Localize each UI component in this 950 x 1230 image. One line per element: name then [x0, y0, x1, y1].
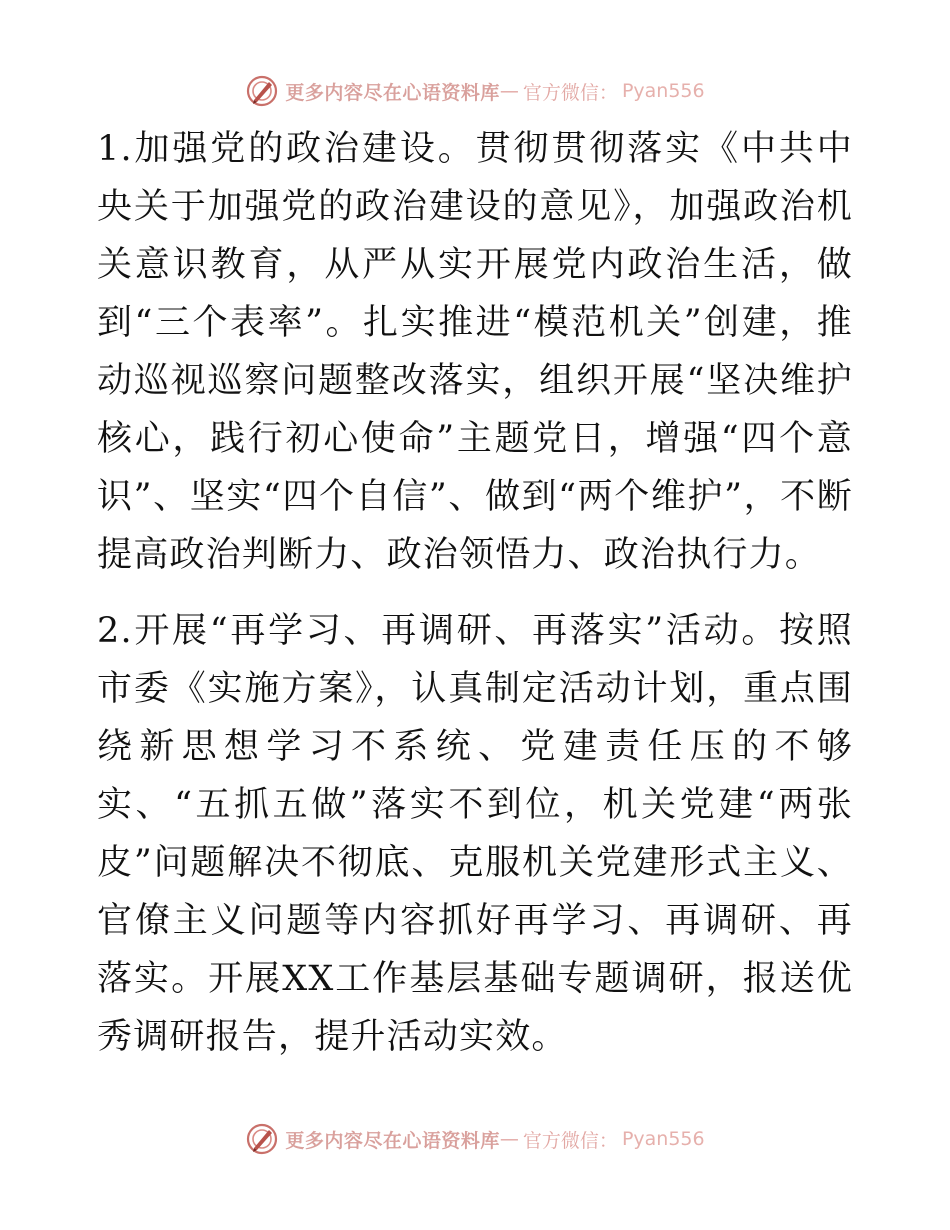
watermark-dash: — [499, 80, 519, 102]
document-body [97, 120, 853, 1066]
watermark-main-text: 更多内容尽在心语资料库 [285, 1129, 500, 1152]
footer-watermark [0, 1122, 950, 1156]
pen-logo-icon [245, 74, 279, 108]
watermark-dash: — [499, 1128, 519, 1150]
header-watermark [0, 74, 950, 108]
watermark-wechat-id: Pyan556 [621, 1128, 705, 1150]
pen-logo-icon [245, 1122, 279, 1156]
watermark-label: 官方微信： [522, 1129, 618, 1152]
paragraph-1: 1.加强党的政治建设。贯彻贯彻落实《中共中央关于加强党的政治建设的意见》，加强政治机关意识教育，从严从实开展党内政治生活，做到“三个表率”。扎实推进“模范机关”创建，推动巡视巡察问题整改落实，组织开展“坚决维护核心，践行初心使命”主题党日，增强“四个意识”、坚实“四个自信”、做到“两个维护”，不断提高政治判断力、政治领悟力、政治执行力。 [97, 129, 853, 575]
watermark-wechat-id: Pyan556 [621, 80, 705, 102]
watermark-main-text: 更多内容尽在心语资料库 [285, 81, 500, 104]
watermark-label: 官方微信： [522, 81, 618, 104]
paragraph-2: 2.开展“再学习、再调研、再落实”活动。按照市委《实施方案》，认真制定活动计划，重点围绕新思想学习不系统、党建责任压的不够实、“五抓五做”落实不到位，机关党建“两张皮”问题解决不彻底、克服机关党建形式主义、官僚主义问题等内容抓好再学习、再调研、再落实。开展XX工作基层基础专题调研，报送优秀调研报告，提升活动实效。 [97, 611, 853, 1057]
